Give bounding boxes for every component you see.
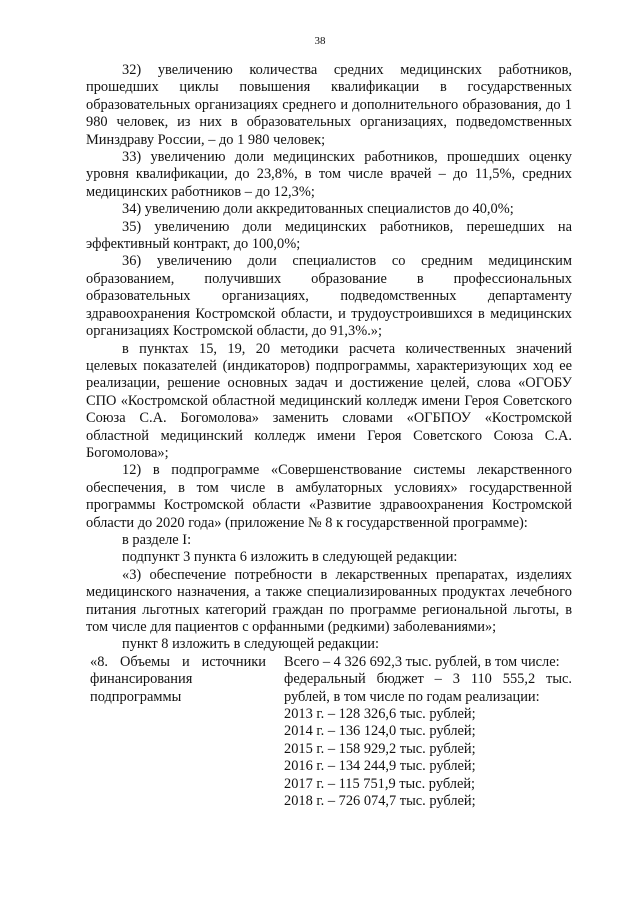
total-funding: Всего – 4 326 692,3 тыс. рублей, в том числе: <box>284 653 560 670</box>
year-row: 2015 г. – 158 929,2 тыс. рублей; <box>284 740 476 757</box>
paragraph-36: 36) увеличению доли специалистов со средним медицинским образованием, получивших образование в профессиональных образовательных организациях, подведомственных департаменту здравоохранения Костромской области, и трудоустроившихся в медицинских организациях Костромской области, до 91,3%.»; <box>86 253 572 340</box>
paragraph-item-8: пункт 8 изложить в следующей редакции: <box>122 636 379 653</box>
paragraph-32: 32) увеличению количества средних медицинских работников, прошедших циклы повышения квалификации в государственных образовательных организациях среднего и дополнительного образования, до 1 980 человек, из них в образовательных организациях, подведомственных Минздраву России, – до 1 980 человек; <box>86 62 572 148</box>
paragraph-35: 35) увеличению доли медицинских работников, перешедших на эффективный контракт, до 100,0%; <box>86 218 572 253</box>
year-row: 2013 г. – 128 326,6 тыс. рублей; <box>284 706 476 723</box>
document-body <box>86 62 572 810</box>
financing-table-values <box>284 654 572 811</box>
table-label-line: «8. Объемы и источники <box>90 653 266 670</box>
year-row: 2016 г. – 134 244,9 тыс. рублей; <box>284 758 476 775</box>
financing-table <box>86 654 572 811</box>
paragraph-item-3-text: «3) обеспечение потребности в лекарственных препаратах, изделиях медицинского назначения, а также специализированных продуктах лечебного питания льготных категорий граждан по программе региональной льготы, в том числе для пациентов с орфанными (редкими) заболеваниями»; <box>86 566 572 635</box>
federal-budget: федеральный бюджет – 3 110 555,2 тыс. рублей, в том числе по годам реализации: <box>284 671 572 705</box>
year-row: 2018 г. – 726 074,7 тыс. рублей; <box>284 793 476 810</box>
year-row: 2017 г. – 115 751,9 тыс. рублей; <box>284 775 476 792</box>
paragraph-33: 33) увеличению доли медицинских работников, прошедших оценку уровня квалификации, до 23,8%, в том числе врачей – до 11,5%, средних медицинских работников – до 12,3%; <box>86 149 572 200</box>
page-number: 38 <box>314 35 326 47</box>
paragraph-methodology: в пунктах 15, 19, 20 методики расчета количественных значений целевых показателей (индикаторов) подпрограммы, характеризующих ход ее реализации, решение основных задач и достижение целей, слова «ОГОБУ СПО «Костромской областной медицинский колледж имени Героя Советского Союза С.А. Богомолова» заменить словами «ОГБПОУ «Костромской областной медицинский колледж имени Героя Советского Союза С.А. Богомолова»; <box>86 340 572 461</box>
paragraph-subitem-3: подпункт 3 пункта 6 изложить в следующей редакции: <box>122 549 458 566</box>
paragraph-12: 12) в подпрограмме «Совершенствование системы лекарственного обеспечения, в том числе в амбулаторных условиях» государственной программы Костромской области «Развитие здравоохранения Костромской области до 2020 года» (приложение № 8 к государственной программе): <box>86 462 572 531</box>
year-row: 2014 г. – 136 124,0 тыс. рублей; <box>284 723 476 740</box>
financing-table-label <box>86 654 266 811</box>
table-label-line: подпрограммы <box>90 688 182 705</box>
paragraph-section-1: в разделе I: <box>122 531 192 548</box>
paragraph-34: 34) увеличению доли аккредитованных специалистов до 40,0%; <box>122 201 514 218</box>
table-label-line: финансирования <box>90 671 193 688</box>
